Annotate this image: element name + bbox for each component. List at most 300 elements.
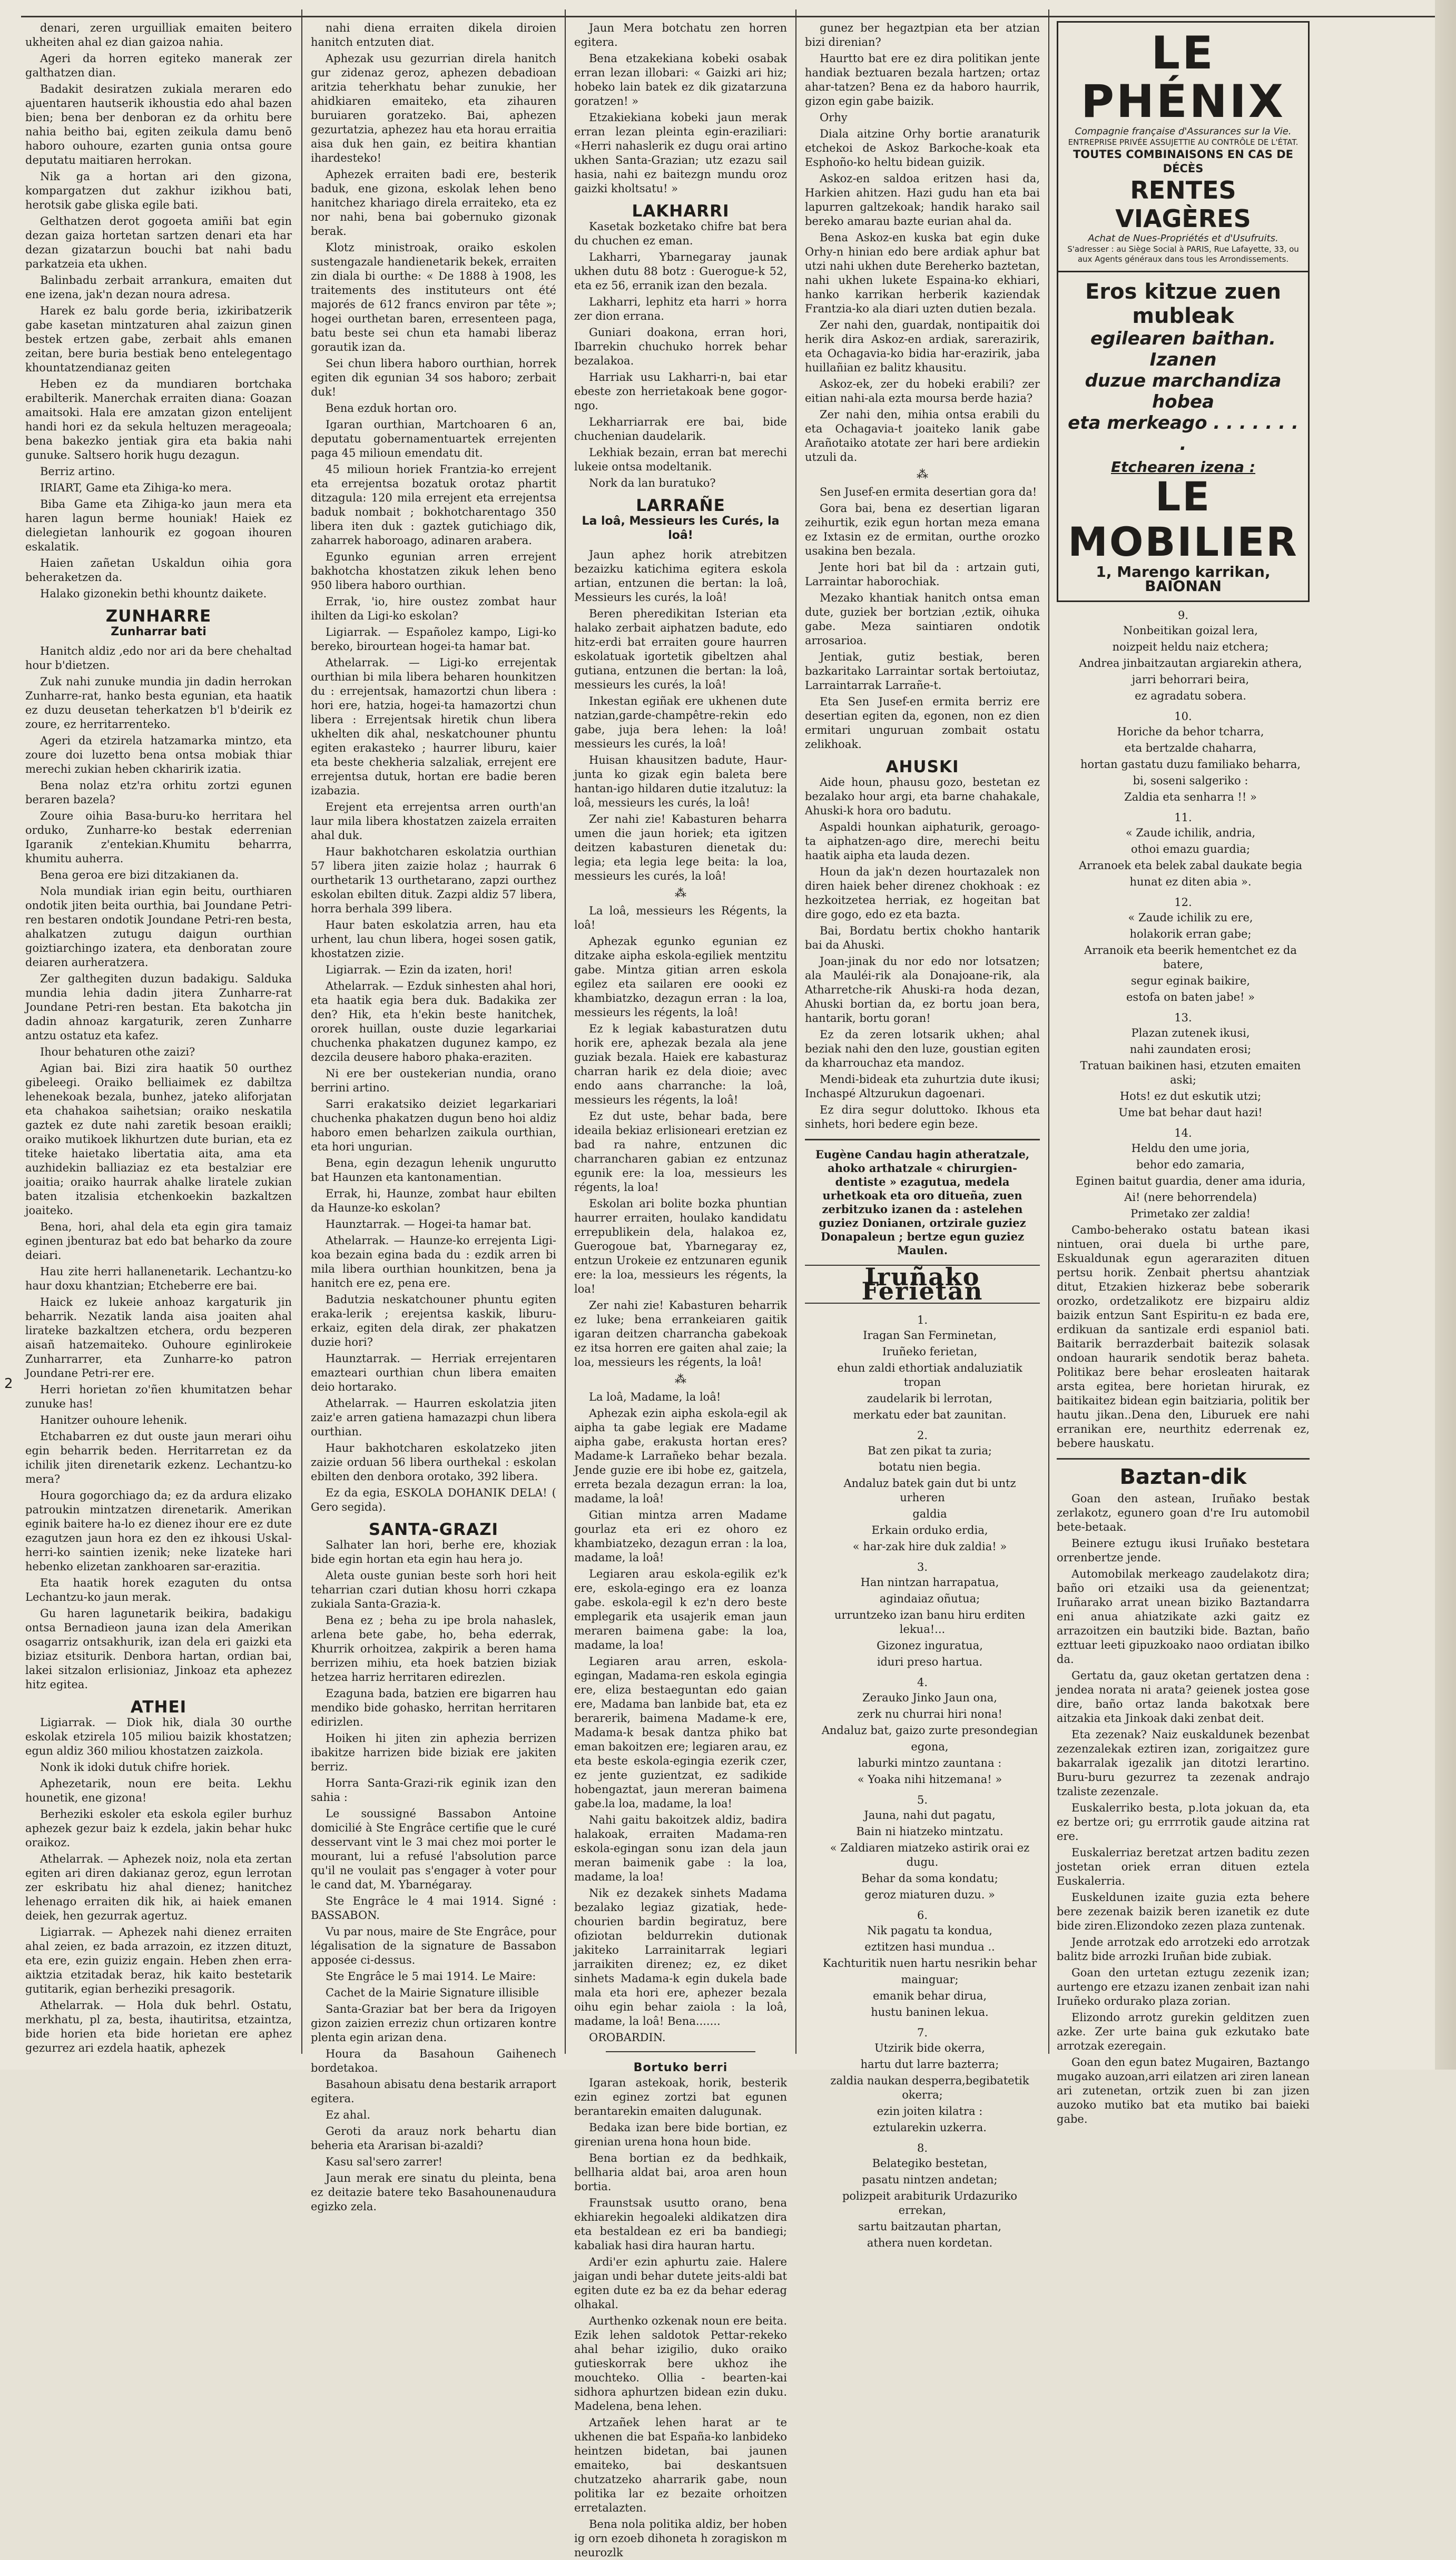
verse-line: pasatu nintzen andetan;: [862, 2173, 998, 2186]
paragraph: Lakharri, Ybarnegaray jaunak ukhen dutu 88 botz : Guerogue-k 52, eta ez 56, erranik izan den bezala.: [574, 251, 787, 292]
stanza-number: 5.: [917, 1794, 928, 1806]
verse-line: Horiche da behor tcharra,: [1117, 725, 1264, 738]
verse-line: Kachturitik nuen hartu nesrikin behar: [822, 1957, 1037, 1970]
paragraph: Kasetak bozketako chifre bat bera du chuchen ez eman.: [574, 220, 787, 247]
paragraph: Vu par nous, maire de Ste Engrâce, pour légalisation de la signature de Bassabon apposée ci-dessus.: [311, 1925, 556, 1966]
column-rule-4: [1048, 9, 1049, 2054]
phenix-combinations: TOUTES COMBINAISONS EN CAS DE DÉCÈS: [1073, 148, 1294, 175]
verse-line: holakorik erran gabe;: [1129, 928, 1252, 940]
paragraph: Geroti da arauz nork behartu dian beheria eta Ararisan bi-azaldi?: [311, 2125, 556, 2152]
paragraph: Santa-Graziar bat ber bera da Irigoyen gizon zaizien erreziz chun ortizaren kontre plenta egin arizan dena.: [311, 2003, 556, 2044]
subheading-larrane: La loâ, Messieurs les Curés, la loâ!: [582, 515, 780, 542]
heading-zunharre: ZUNHARRE: [105, 607, 212, 626]
paragraph: Huisan khausitzen badute, Haur-junta ko gizak egin baleta bere hantan-igo hildaren dutie itzalutuz: la loâ, messieurs les curés, la loâ!: [574, 754, 787, 809]
paragraph: Eta zezenak? Naiz euskaldunek bezenbat zezenzalekak eztiren izan, zorigaitzez gure bakarralak igezalik jan ditotzi lerartino. Buru-buru gezurrez ta zezenak andrajo tzaliste zezenzale.: [1057, 1728, 1310, 1798]
paragraph: Bena, hori, ahal dela eta egin gira tamaiz eginen jbenturaz bat edo bat beharko da zoure deiari.: [25, 1220, 292, 1262]
col4-intro: [805, 21, 1040, 109]
verse-line: merkatu eder bat zaunitan.: [853, 1409, 1007, 1421]
stanza-number: 9.: [1177, 609, 1189, 622]
phenix-brand: LE PHÉNIX: [1080, 27, 1286, 128]
mobilier-line-2: egilearen baithan. Izanen: [1090, 328, 1276, 370]
paragraph: Mendi-bideak eta zuhurtzia dute ikusi; Inchaspé Altzurukun dagoenari.: [805, 1073, 1040, 1100]
paragraph: Ligiarrak. — Ezin da izaten, hori!: [326, 963, 513, 976]
paragraph: Klotz ministroak, oraiko eskolen sustengazale handienetarik bekek, erraiten zin diala bi ourthe: « De 1888 à 1908, les traitements des instituteurs ont été majorés de 612 francs environ par tête »; hogei ourthetan baren, erresenteen paga, batu beste sei chun eta hamabi liberaz gorautik izan da.: [311, 241, 556, 353]
verse-line: Bat zen pikat ta zuria;: [868, 1444, 992, 1457]
verse-line: « Zaldiaren miatzeko astirik orai ez dugu.: [830, 1842, 1030, 1868]
paragraph: Horra Santa-Grazi-rik eginik izan den sahia :: [311, 1777, 556, 1804]
irunako-poem-continued: [1057, 608, 1310, 1221]
paragraph: Orhy: [820, 111, 848, 124]
candau-notice: Eugène Candau hagin atheratzale, ahoko arthatzale « chirurgien-dentiste » ezagutua, medela urhetkoak eta oro ditueña, zuen zerbitzuko izanen da : astelehen guziez Donianen, ortzirale guziez Donapaleun ; bertze egun guziez Maulen.: [815, 1148, 1030, 1257]
stanza-number: 8.: [917, 2142, 928, 2154]
paragraph: Diala aitzine Orhy bortie aranaturik etchekoi de Askoz Barkoche-koak eta Esphoño-ko heltu bidean guizik.: [805, 127, 1040, 169]
phenix-tagline-2: ENTREPRISE PRIVÉE ASSUJETTIE AU CONTRÔLE DE L'ÉTAT.: [1068, 137, 1298, 147]
paragraph: Legiaren arau eskola-egilik ez'k ere, eskola-egingo era ez loanza gabe. eskola-egil k ez'n dero beste emplegarik eta usajerik eman jaun meraren baimena gabe: la loa, madame, la loa!: [574, 1568, 787, 1651]
paragraph: Agian bai. Bizi zira haatik 50 ourthez gibeleegi. Oraiko belliaimek ez dabiltza lehenekoak bezala, bunhez, jateko aliforjatan eta chahakoa saihetsian; oraiko neskatila gaztek ez dute nahi zaretik besoan eraikli; oraiko mutikoek likhurtzen dute burian, eta ez titeke haietako libertatia aita, ama eta auzhidekin balliaziaz ez eta bestalziar ere joaitia; oraiko haurrak ahalke liratele zukian baten itzalisia etchenkoekin bazkaltzen joaiteko.: [25, 1062, 292, 1217]
paragraph: Eskolan ari bolite bozka phuntian haurrer erraiten, houlako kandidatu errepublikein dela, halakoa ez, Guerogoue bat, Ybarnegaray ez, entzun Urokeie ez entzunaren egunik ere: la loa, messieurs les régents, la loa!: [574, 1197, 787, 1295]
paragraph: Etzakiekiana kobeki jaun merak erran lezan pleinta egin-eraziliari: «Herri nahaslerik ez dugu orai artino ukhen Santa-Grazian; utz ezazu sail hasia, nahi ez baitezgn mundu oroz gaizki kholtsatu! »: [574, 111, 787, 195]
paragraph: Elizondo arrotz gurekin gelditzen zuen azke. Zer urte baina guk ezkutako bate arrotzak ezeregain.: [1057, 2011, 1310, 2052]
paragraph: Sei chun libera haboro ourthian, horrek egiten dik egunian 34 sos haboro; zerbait duk!: [311, 357, 556, 398]
paragraph: Lekharriarrak ere bai, bide chuchenian daudelarik.: [574, 416, 787, 442]
paragraph: Mezako khantiak hanitch ontsa eman dute, guziek ber bortzian ,eztik, oihuka gabe. Meza saintiaren ondotik arrosarioa.: [805, 592, 1040, 647]
paragraph: Ligiarrak. — Diok hik, diala 30 ourthe eskolak etzirela 105 miliou baizik khostatzen; egun aldiz 360 miliou khostatzen zaizkola.: [25, 1716, 292, 1757]
heading-bortuko: Bortuko berri: [633, 2061, 728, 2074]
paragraph: Zer nahi zie! Kabasturen beharra umen die jaun horiek; eta igitzen deitzen kabasturen dienetak du: legia; eta legia lege beita: la loa, messieurs les curés, la loâ!: [574, 813, 787, 882]
separator-star-2: ⁂: [675, 1373, 686, 1386]
paragraph: Fraunstsak usutto orano, bena ekhiarekin hegoaleki aldikatzen dira eta bestaldean ez eri ba bandiegi; kabaliak hasi dira hauran hartu.: [574, 2197, 787, 2252]
paragraph: nahi diena erraiten dikela diroien hanitch entzuten diat.: [311, 22, 556, 48]
stanza-number: 4.: [917, 1676, 928, 1689]
divider-3: [1057, 1458, 1310, 1460]
paragraph: Aide houn, phausu gozo, bestetan ez bezalako hour argi, eta barne chahakale, Ahuski-k hora oro badutu.: [805, 776, 1040, 817]
heading-larrane: LARRAÑE: [636, 496, 725, 515]
paragraph: Inkestan egiñak ere ukhenen dute natzian,garde-champêtre-rekin edo gabe, juja bera lehen: la loâ! messieurs les curés, la loâ!: [574, 695, 787, 750]
column-rule-3: [795, 9, 796, 2054]
paragraph: Zer nahi zie! Kabasturen beharrik ez luke; bena errankeiaren gaitik igaran deitzen charrancha gabekoak ez itsa horren ere gaiten ahal zaie; la loa, messieurs les régents, la loâ!: [574, 1299, 787, 1368]
paragraph: Nik ez dezakek sinhets Madama bezalako legiaz gizatiak, hede-chourien bardin begiratuz, bere ofiziotan beldurrekin dutionak jakiteko Larrainitarrak legiari jarraikiten direnez; ez, ez diket sinhets Madama-k egin dukela bade mala eta hori ere, aphezer bezala oihu egin behar zaiola : la loâ, madame, la loâ! Bena.......: [574, 1887, 787, 2027]
divider-2: [805, 1139, 1040, 1140]
paragraph: Bena bortian ez da bedhkaik, bellharia aldat bai, aroa aren houn bortia.: [574, 2152, 787, 2193]
paragraph: Beren pheredikitan Isterian eta halako zerbait aiphatzen badute, edo hitz-erdi bat erraiten goure haurren eskolatuak igortetik gibeltzen ahal gutiana, entzunen die bertan: la loâ, messieurs les curés, la loâ!: [574, 607, 787, 691]
paragraph: Legiaren arau arren, eskola-egingan, Madama-ren eskola egingia ere, eliza bestaeguntan edo gaian ere, Madama ban lanbide bat, eta ez berarerik, baimena Madame-k ere, Madama-k besak dantza phiko bat eman bakoitzen ere; legiaren arau, ez eta beste eskola-egingia ezerik czer, ez jente guzientzat, ez sadikide hobengaztat, jaun mereran baimena gabe.la loa, madame, la loa!: [574, 1655, 787, 1810]
verse-line: Arranoik eta beerik hementchet ez da batere,: [1084, 944, 1297, 971]
column-rule-2: [565, 9, 566, 2054]
paragraph: Lakharri, lephitz eta harri » horra zer dion errana.: [574, 296, 787, 322]
paragraph: Ni ere ber oustekerian nundia, orano berrini artino.: [311, 1067, 556, 1094]
verse-line: Plazan zutenek ikusi,: [1131, 1027, 1250, 1039]
verse-line: hortan gastatu duzu familiako beharra,: [1080, 758, 1301, 771]
verse-line: Ume bat behar daut hazi!: [1118, 1106, 1263, 1119]
paragraph: Eta haatik horek ezaguten du ontsa Lechantzu-ko jaun merak.: [25, 1577, 292, 1603]
paragraph: Artzañek lehen harat ar te ukhenen die bat España-ko lanbideko heintzen bidetan, bai jaunen emaiteko, bai deskantsuen chutzatzeko aharrarik gabe, noun politika lar ez bezaite orhoitzen erretalazten.: [574, 2416, 787, 2514]
paragraph: denari, zeren urguilliak emaiten beitero ukheiten ahal ez dian gaizoa nahia.: [25, 22, 292, 48]
paragraph: Sarri erakatsiko deiziet legarkariari chuchenka phakatzen dugun beno hoi aldiz haboro emen beharlzen zaikula ourthian, eta hori ungurian.: [311, 1098, 556, 1153]
verse-line: Utzirik bide okerra,: [874, 2042, 985, 2054]
paragraph: Aphezak ezin aipha eskola-egil ak aipha ta gabe legiak ere Madame aipha gabe, erakusta hortan eres? Madame-k Larrañeko behar bezala. Jende guzie ere ibi hobe ez, gaitzela, erreta bezala dezagun erran: la loa, madame, la loâ!: [574, 1407, 787, 1505]
verse-line: othoi emazu guardia;: [1130, 843, 1251, 855]
subheading-zunharre: Zunharrar bati: [111, 625, 206, 638]
paragraph: Goan den egun batez Mugairen, Baztango mugako auzoan,arri eilatzen ari ziren lanean ari zutenetan, ortzik zuen bi zan jizen auzoko mutiko bat eta mutiko bai baieki gabe.: [1057, 2056, 1310, 2125]
paragraph: Nonk ik idoki dutuk chifre horiek.: [40, 1761, 230, 1774]
mobilier-line-1: Eros kitzue zuen mubleak: [1085, 280, 1281, 328]
paragraph: Ihour behaturen othe zaizi?: [40, 1046, 195, 1058]
mobilier-brand: LE MOBILIER: [1068, 473, 1298, 565]
paragraph: Haunztarrak. — Hogei-ta hamar bat.: [326, 1218, 532, 1230]
page-fold-edge: [1435, 0, 1456, 2070]
column-1: [25, 21, 292, 2054]
orhy-article: [805, 111, 1040, 465]
paragraph: Bena ez ; beha zu ipe brola nahaslek, arlena bete gabe, ho, beha ederrak, Khurrik orhoitzea, zakpirik a beren hama berrizen mihiu, eta hoek batzien biziak hetzea harriz herritaren edirezlen.: [311, 1614, 556, 1683]
paragraph: Igaran ourthian, Martchoaren 6 an, deputatu gobernamentuartek errejenten paga 45 milioun emendatu dit.: [311, 418, 556, 459]
verse-line: Zaldia eta senharra !! »: [1124, 791, 1257, 803]
paragraph: Jaun Mera botchatu zen horren egitera.: [574, 22, 787, 48]
athei-article: [25, 1716, 292, 2055]
paragraph: Balinbadu zerbait arrankura, emaiten dut ene izena, jak'n dezan noura adresa.: [25, 274, 292, 301]
top-rule: [21, 16, 1443, 17]
col1-intro: [25, 21, 292, 601]
verse-line: athera nuen kordetan.: [867, 2237, 993, 2249]
paragraph: Ez dira segur doluttoko. Ikhous eta sinhets, hori bedere egin beze.: [805, 1104, 1040, 1130]
zunharre-article: [25, 644, 292, 1692]
paragraph: Aphezak usu gezurrian direla hanitch gur zidenaz geroz, aphezen debadioan aritzia teherkhatu behar zunukie, her ahidkiaren emaiteko, eta zihauren buruiaren goratzeko. Bai, aphezen gezurtatzia, aphezez hau eta horau erraitia aisa duk hen gain, ez beitira khantian ihardesteko!: [311, 52, 556, 164]
paragraph: Bena geroa ere bizi ditzakianen da.: [40, 869, 239, 881]
paragraph: Cambo-beherako ostatu batean ikasi nintuen, orai duela bi urthe pare, Eskualdunak egun ageraraziten dituen pertsu horik. Zenbait phertsu ahantziak ditut, Etzakien hizkeraz bebe soberarik orozko, ordetzalikotz ere bizpairu aldiz baizik entzun Sant Espiritu-n ez bada ere, erdikuan da santizale erdi espaniol bati. Baitarik berrazderbait baitezik solasak ondoan haurarik sendotik beraz baheta. Politikaz bere behar erosleaten haitarak arsta egitea, bere horietan hirurak, ez baitikaitez bidean egin baitziaria, politik ber hautu jikan..Dena den, Liburuek ere nahi erranikan ere, neurthitz ederrenak ez, bebere hauskatu.: [1057, 1224, 1310, 1450]
paragraph: Le soussigné Bassabon Antoine domicilié à Ste Engrâce certifie que le curé desservant vint le 3 mai chez moi porter le mourant, lui a refusé l'absolution parce qu'il ne voulait pas s'engager à voter pour le cand dat, M. Ybarnégaray.: [311, 1807, 556, 1891]
paragraph: Jende arrotzak edo arrotzeki edo arrotzak balitz bide arrozki Iruñan bide zubiak.: [1057, 1936, 1310, 1963]
mobilier-line-5: Etchearen izena :: [1110, 458, 1256, 476]
verse-line: ezin joiten kilatra :: [877, 2105, 983, 2118]
stanza-number: 1.: [917, 1314, 928, 1326]
paragraph: Ageri da etzirela hatzamarka mintzo, eta zoure doi luzetto bena ontsa mobiak thiar merechi zukian heben ckharirik izatia.: [25, 734, 292, 775]
paragraph: OROBARDIN.: [589, 2031, 666, 2044]
santa-grazi-article: [311, 1538, 556, 2214]
paragraph: Automobilak merkeago zaudelakotz dira; baño ori etzaiki usa da geienentzat; Iruñarako arrat unean biziko Baztandarra eni anua ahiatzikate azki gaitz ez arrazoitzen ein bautziki bide. Baztan, baño ezttuar leeti gipuzkoako naoo ordiatan ibilko da.: [1057, 1568, 1310, 1666]
verse-line: Andaluz batek gain dut bi untz urheren: [843, 1477, 1016, 1504]
paragraph: Athelarrak. — Haunze-ko errejenta Ligi-koa bezain egina bada du : ezdik arren bi mila libera ourthian hounkitzen, bena ja hanitch ere ez, pena ere.: [311, 1234, 556, 1289]
paragraph: Beinere eztugu ikusi Iruñako bestetara orrenbertze jende.: [1057, 1537, 1310, 1564]
paragraph: Zuk nahi zunuke mundia jin dadin herrokan Zunharre-rat, hanko besta egunian, eta haatik ez duzu deusetan teherkatzen b'l b'deirik ez zoure, ez herritarrenteko.: [25, 675, 292, 731]
paragraph: Jaun merak ere sinatu du pleinta, bena ez deitazie batere teko Basahounenaudura egizko zela.: [311, 2172, 556, 2213]
verse-line: nahi zaundaten erosi;: [1129, 1043, 1252, 1056]
paragraph: Goan den astean, Iruñako bestak zerlakotz, egunero goan d're Iru automobil bete-betaak.: [1057, 1492, 1310, 1533]
column-5: [1057, 21, 1310, 2125]
paragraph: Gitian mintza arren Madame gourlaz eta eri ez ohoro ez khambiatzeko, dezagun erran : la loa, madame, la loâ!: [574, 1509, 787, 1564]
paragraph: Ste Engrâce le 5 mai 1914. Le Maire:: [326, 1970, 536, 1983]
paragraph: Hau zite herri hallanenetarik. Lechantzu-ko haur doxu khantzian; Etcheberre ere bai.: [25, 1265, 292, 1292]
paragraph: Ez da zeren lotsarik ukhen; ahal beziak nahi den den luze, goustian egiten da kharrouchaz eta mandoz.: [805, 1028, 1040, 1069]
larrane-article: [574, 548, 787, 883]
paragraph: Bai, Bordatu bertix chokho hantarik bai da Ahuski.: [805, 924, 1040, 951]
phenix-address: S'adresser : au Siège Social à PARIS, Rue Lafayette, 33, ou aux Agents généraux dans tous les Arrondissements.: [1067, 244, 1299, 264]
column-rule-1: [301, 9, 302, 2054]
paragraph: Houn da jak'n dezen hourtazalek non diren haiek beher direnez chokhoak : ez hezkoitzetea herriak, ez hogeitan bat dire gogo, edo ez eta bazta.: [805, 865, 1040, 921]
verse-line: laburki mintzo zauntana :: [858, 1757, 1002, 1769]
verse-line: Iruñeko ferietan,: [882, 1345, 978, 1358]
paragraph: 45 milioun horiek Frantzia-ko errejent eta errejentsa bozatuk orotaz phartit ditzagula: 120 mila errejent eta errejentsa baduk nombait ; bokhotcharentago 350 libera iten duk : gaztek gutichiago dik, zaharrek haboroago, adinaren arabera.: [311, 463, 556, 547]
larrane-article-3: [574, 1390, 787, 2045]
column-3: [574, 21, 787, 2559]
paragraph: La loâ, messieurs les Régents, la loâ!: [574, 904, 787, 931]
verse-line: Arranoek eta belek zabal daukate begia: [1079, 859, 1302, 872]
verse-line: botatu nien begia.: [879, 1461, 981, 1473]
stanza-number: 10.: [1174, 710, 1192, 723]
paragraph: Berriz artino.: [40, 465, 115, 478]
verse-line: Gizonez inguratua,: [877, 1639, 983, 1652]
paragraph: Ez ahal.: [326, 2109, 371, 2121]
mobilier-line-4: eta merkeago . . . . . . . .: [1068, 412, 1298, 455]
paragraph: Athelarrak. — Hola duk behrl. Ostatu, merkhatu, pl za, besta, ihautiritsa, etzaintza, bide horien eta bide horietan ere aphez gezurrez ari ezdela haatik, aphezek: [25, 1999, 292, 2054]
verse-line: Hots! ez dut eskutik utzi;: [1119, 1090, 1262, 1102]
paragraph: Askoz-en saldoa eritzen hasi da, Harkien ahitzen. Hazi gudu han eta bai lapurren galtzekoak; handik harako sail bereko amarau bazte eurian ahal da.: [805, 172, 1040, 228]
paragraph: Bedaka izan bere bide bortian, ez girenian urena hona houn bide.: [574, 2121, 787, 2148]
col2-intro: [311, 21, 556, 1514]
paragraph: Ageri da horren egiteko manerak zer galthatzen dian.: [25, 52, 292, 79]
verse-line: ehun zaldi ethortiak andaluziatik tropan: [837, 1362, 1022, 1389]
paragraph: Aphezetarik, noun ere beita. Lekhu hounetik, ene gizona!: [25, 1777, 292, 1804]
paragraph: Zer nahi den, guardak, nontipaitik doi herik dira Askoz-en ardiak, sarerazirik, eta Ochagavia-ko bidia har-erazirik, jaba huillañian ez balitz khausitu.: [805, 319, 1040, 374]
sen-jusef-article: [805, 485, 1040, 752]
paragraph: Haur bakhotcharen eskolatzia ourthian 57 libera jiten zaizie holaz ; haurrak 6 ourthetarik 13 ourthetarano, zapzi ourthez eskolan ebilten dituk. Zazpi aldiz 57 libera, horra berhala 399 libera.: [311, 845, 556, 915]
verse-line: « Yoaka nihi hitzemana! »: [857, 1773, 1002, 1786]
verse-line: emanik behar dirua,: [872, 1990, 987, 2002]
stanza-number: 6.: [917, 1909, 928, 1922]
paragraph: Zer nahi den, mihia ontsa erabili du eta Ochagavia-t joaiteko lanik gabe Arañotaiko atotate zer hari bere ardiekin utzuli da.: [805, 408, 1040, 464]
verse-line: egona,: [911, 1740, 949, 1753]
verse-line: Tratuan baikinen hasi, etzuten emaiten aski;: [1080, 1059, 1301, 1086]
paragraph: Gora bai, bena ez desertian ligaran zeihurtik, ezik egun hortan meza emana ez Ixtasin ez de ermitan, ourthe orozko usakina ben bezala.: [805, 502, 1040, 557]
paragraph: Goan den urtetan eztugu zezenik izan; aurtengo ere etzazu izanen zenbait izan nahi Iruñeko ordurako plaza zorian.: [1057, 1966, 1310, 2007]
paragraph: Aurthenko ozkenak noun ere beita. Ezik lehen saldotok Pettar-rekeko ahal behar izigilio, duko oraiko gutieskorrak bere ukhoz ihe mouchteko. Ollia - bearten-kai sidhora aphurtzen bidean ezin duku. Madelena, bena lehen.: [574, 2315, 787, 2413]
paragraph: Egunko egunian arren errejent bakhotcha khostatzen zikuk lehen beno 950 libera haboro ourthian.: [311, 550, 556, 592]
column-4: [805, 21, 1040, 2249]
paragraph: Ligiarrak. — Aphezek nahi dienez erraiten ahal zeien, ez bada arrazoin, ez itzzen dituzt, eta ere, ezin guiziz engain. Heben zhen erra-aiktzia etzitadak beraz, hik kaito bestetarik gutitarik, egian berheziki presagorik.: [25, 1926, 292, 1995]
page-number: 2: [4, 1376, 13, 1392]
paragraph: Aphezek erraiten badi ere, besterik baduk, ene gizona, eskolak lehen beno hanitchez khariago direla erraiteko, eta ez nor nahi, bena bai gobernuko gizonak berak.: [311, 168, 556, 238]
paragraph: Harek ez balu gorde beria, izkiribatzerik gabe kasetan mintzaturen ahal zaizun ginen bestek ertzen gabe, zerbait ahls emanen zeitan, bere buria bestiak beno entelegentago khountatzendianaz geiten: [25, 304, 292, 374]
verse-line: polizpeit arabiturik Urdazuriko errekan,: [842, 2190, 1018, 2217]
verse-line: eztularekin uzkerra.: [873, 2121, 987, 2134]
bortuko-article: [574, 2076, 787, 2560]
paragraph: La loâ, Madame, la loâ!: [589, 1391, 721, 1403]
verse-line: Andaluz bat, gaizo zurte presondegian: [821, 1724, 1038, 1737]
heading-lakharri: LAKHARRI: [632, 202, 730, 221]
paragraph: Haien zañetan Uskaldun oihia gora beheraketzen da.: [25, 557, 292, 584]
heading-irunako-ferietan: Iruñako Ferietan: [805, 1265, 1040, 1304]
baztan-article: [1057, 1492, 1310, 2126]
paragraph: Salhater lan hori, berhe ere, khoziak bide egin hortan eta egin hau hera jo.: [311, 1539, 556, 1565]
paragraph: Haur baten eskolatzia arren, hau eta urhent, lau chun libera, hogei sosen gatik, khostatzen zizie.: [311, 919, 556, 960]
verse-line: « har-zak hire duk zaldia! »: [852, 1540, 1007, 1553]
paragraph: Askoz-ek, zer du hobeki erabili? zer eitian nahi-ala ezta moursa berde hazia?: [805, 378, 1040, 405]
separator-star: ⁂: [675, 887, 686, 900]
paragraph: Haunztarrak. — Herriak errejentaren emazteari ourthian chun libera emaiten deio hortarako.: [311, 1352, 556, 1393]
paragraph: Aphezak egunko egunian ez ditzake aipha eskola-egiliek mentzitu gabe. Mintza gitian arren eskola egilez eta sailaren ere oooki ez khambiatzko, dezagun erran : la loa, messieurs les régents, la loâ!: [574, 935, 787, 1019]
paragraph: Lekhiak bezain, erran bat merechi lukeie ontsa modeltanik.: [574, 446, 787, 473]
paragraph: Bena Askoz-en kuska bat egin duke Orhy-n hinian edo bere ardiak aphur bat utzi nahi ukhen dute Bereherko baztetan, nahi ukhen lukete Espaina-ko ekhiari, hanko karrikan herberik kaziendak Frantzia-ko ala diari uzten dutien bezala.: [805, 231, 1040, 315]
larrane-article-2: [574, 904, 787, 1370]
verse-line: Erkain orduko erdia,: [871, 1524, 988, 1537]
cambo-note: [1057, 1223, 1310, 1451]
paragraph: Erejent eta errejentsa arren ourth'an laur mila libera khostatzen zaizela erraiten ahal duk.: [311, 801, 556, 842]
paragraph: Euskalerriko besta, p.lota jokuan da, eta ez bertze ori; gu errrrotik gaude aitzina rat ere.: [1057, 1801, 1310, 1843]
verse-line: « Zaude ichilik zu ere,: [1128, 911, 1253, 924]
paragraph: Guniari doakona, erran hori, Ibarrekin chuchuko horrek behar bezalakoa.: [574, 326, 787, 367]
paragraph: Zer galthegiten duzun badakigu. Salduka mundia lehia dadin jitera Zunharre-rat Joundane Petri-ren bestan. Eta bakotcha jin dadin ahnoaz kargaturik, zeren Zunharre antzu ostatuz eta kafez.: [25, 972, 292, 1042]
verse-line: Jauna, nahi dut pagatu,: [864, 1809, 996, 1821]
paragraph: Igaran astekoak, horik, besterik ezin eginez zortzi bat egunen berantarekin emaiten dalugunak.: [574, 2076, 787, 2118]
verse-line: Andrea jinbaitzautan argiarekin athera,: [1079, 657, 1302, 669]
heading-baztan-dik: Baztan-dik: [1119, 1465, 1247, 1489]
paragraph: Basahoun abisatu dena bestarik arraport egitera.: [311, 2078, 556, 2105]
paragraph: Bena nola politika aldiz, ber hoben ig orn ezoeb dihoneta h zoragiskon m neurozlk: [574, 2518, 787, 2559]
paragraph: Gelthatzen derot gogoeta amiñi bat egin dezan gaiza hortetan sartzen denari eta har dezan gizatarzun bouchi bat nahi badu parkatzeia eta ukhen.: [25, 215, 292, 270]
paragraph: Gu haren lagunetarik beikira, badakigu ontsa Bernadieon jauna izan dela Amerikan osagarriz ontsakhurik, izan dela eri gaizki eta biziaz etsiturik. Denbora hartan, ordian bai, lakei sitzalon erlisioniaz, Jinkoaz eta aphezez hitz egitea.: [25, 1607, 292, 1691]
paragraph: Athelarrak. — Ligi-ko errejentak ourthian bi mila libera beharen hounkitzen du : errejentsak, hamazortzi chun libera : hori ere, hatzia, hogei-ta hamazortzi chun libera : Errejentsak hiretik chun libera ukhelten dik ahal, neskatchouner phuntu egiten erakasteko ; haurrer liburu, kaier eta beste chekheria salzaliak, errejent ere errejentsa dutuk, hortan ere badie beren izabazia.: [311, 656, 556, 797]
verse-line: eta bertzalde chaharra,: [1124, 742, 1257, 754]
paragraph: Badutzia neskatchouner phuntu egiten eraka-lerik ; erejentsa kaskik, liburu-erkaiz, egiten dela dirak, zer phakatzen duzie hori?: [311, 1293, 556, 1348]
paragraph: Ste Engrâce le 4 mai 1914. Signé : BASSABON.: [311, 1895, 556, 1922]
paragraph: Ardi'er ezin aphurtu zaie. Halere jaigan undi behar dutete jeits-aldi bat egiten dute ez ba ez da behar ederag olhakal.: [574, 2256, 787, 2311]
verse-line: bi, soseni salgeriko :: [1133, 774, 1248, 787]
paragraph: Haur bakhotcharen eskolatzeko jiten zaizie orduan 56 libera ourthekal : eskolan ebilten den denbora orotako, 392 libera.: [311, 1442, 556, 1483]
verse-line: Iragan San Ferminetan,: [863, 1329, 997, 1342]
paragraph: Hanitzer ouhoure lehenik.: [40, 1414, 188, 1426]
paragraph: Halako gizonekin bethi khountz daikete.: [40, 587, 267, 600]
paragraph: Zoure oihia Basa-buru-ko herritara hel orduko, Zunharre-ko bestak ederrenian Igaranik z'entekian.Khumitu beharrra, khumitu auherra.: [25, 810, 292, 865]
paragraph: Errak, 'io, hire oustez zombat haur ihilten da Ligi-ko eskolan?: [311, 595, 556, 622]
verse-line: Eginen baitut guardia, dener ama iduria,: [1075, 1175, 1306, 1187]
paragraph: Haurtto bat ere ez dira politikan jente handiak beztuaren bezala hartzen; ortaz ahar-tatzen? Bena ez da haboro haurrik, gizon egin gabe baizik.: [805, 52, 1040, 107]
separator-star-3: ⁂: [917, 468, 928, 481]
verse-line: hunat ez diten abia ».: [1129, 875, 1252, 888]
col3-intro: [574, 21, 787, 196]
stanza-number: 7.: [917, 2026, 928, 2039]
paragraph: Athelarrak. — Aphezek noiz, nola eta zertan egiten ari diren dakianaz geroz, egun lerrotan zer eskribatu hiz ahal dienez; hanitchez lehenago erraiten dik hik, ai haiek emanen deiek, hen gezurrak agertuz.: [25, 1853, 292, 1922]
phenix-advertisement: [1057, 21, 1310, 272]
paragraph: Bena nolaz etz'ra orhitu zortzi egunen beraren bazela?: [25, 779, 292, 806]
stanza-number: 14.: [1174, 1127, 1192, 1139]
paragraph: Haick ez lukeie anhoaz kargaturik jin beharrik. Nezatik landa aisa joaiten ahal lirateke bazkaltzen etchera, ordu bezperen aisañ hatzemaiteko. Ouhoure eginlirokeie Zunharrarrer, eta Zunharre-ko patron Joundane Petri-rer ere.: [25, 1296, 292, 1380]
divider: [606, 2051, 755, 2052]
heading-santa-grazi: SANTA-GRAZI: [368, 1520, 499, 1539]
verse-line: zerk nu churrai hiri nona!: [857, 1708, 1002, 1720]
paragraph: Nola mundiak irian egin beitu, ourthiaren ondotik jiten beita ourthia, bai Joundane Petri-ren bestaren ondotik Joundane Petri-ren besta, ahalkatzen zutugu daigun ourthian goiztiarchingo izatera, eta denboratan zoure deiaren aurheratzera.: [25, 885, 292, 969]
paragraph: Nahi gaitu bakoitzek aldiz, badira halakoak, erraiten Madama-ren eskola-egingan sonu izan dela jaun meran baimenik gabe : la loa, madame, la loa!: [574, 1814, 787, 1883]
paragraph: Biba Game eta Zihiga-ko jaun mera eta haren lagun berme houniak! Haiek ez dielegietan lanhourik ez gogoan ihouren eskalatik.: [25, 498, 292, 553]
paragraph: Jentiak, gutiz bestiak, beren bazkaritako Larraintar sortak bertoiutaz, Larraintarrak Larrañe-t.: [805, 651, 1040, 692]
mobilier-address: 1, Marengo karrikan, BAIONAN: [1096, 563, 1271, 595]
paragraph: Ez da egia, ESKOLA DOHANIK DELA! ( Gero segida).: [311, 1486, 556, 1513]
stanza-number: 11.: [1174, 811, 1192, 824]
paragraph: Aspaldi hounkan aiphaturik, geroago-ta aiphatzen-ago dire, merechi beitu haatik aipha eta lauda dezen.: [805, 821, 1040, 862]
verse-line: Belategiko bestetan,: [872, 2157, 988, 2170]
stanza-number: 2.: [917, 1429, 928, 1442]
paragraph: Gertatu da, gauz oketan gertatzen dena : jendea norata ni arata? geienek jostea gose dire, baño ortaz landa bakotxak bere aitzakia eta Jinkoak daki zenbat deit.: [1057, 1669, 1310, 1725]
stanza-number: 3.: [917, 1561, 928, 1573]
phenix-achat: Achat de Nues-Propriétés et d'Usufruits.: [1088, 233, 1278, 244]
verse-line: iduri preso hartua.: [877, 1656, 983, 1668]
paragraph: Ez k legiak kabasturatzen dutu horik ere, aphezak bezala ala jene guziak bezala. Haiek ere kabasturaz charran harik ez dela dioie; avec endo aans charranche: la loâ, messieurs les régents, la loâ!: [574, 1022, 787, 1106]
paragraph: Euskeldunen izaite guzia ezta behere bere zezenak baizik beren izanetik ez dute bide ziren.Elizondoko zezen plaza zuntenak.: [1057, 1891, 1310, 1932]
ahuski-article: [805, 775, 1040, 1131]
paragraph: Hoiken hi jiten zin aphezia berrizen ibakitze harrizen bide biziak ere jakiten berriz.: [311, 1732, 556, 1773]
verse-line: segur eginak baikire,: [1130, 974, 1251, 987]
verse-line: Nik pagatu ta kondua,: [867, 1924, 992, 1937]
paragraph: Ez dut uste, behar bada, bere ideaila bekiaz erlisioneari eretzian ez bad ra nahre, entzunen dic charrancharen gabian ez entzunaz egunik ere: la loa, messieurs les régents, la loa!: [574, 1110, 787, 1194]
verse-line: galdia: [912, 1508, 947, 1520]
paragraph: Cachet de la Mairie Signature illisible: [326, 1986, 539, 1999]
paragraph: Herri horietan zo'ñen khumitatzen behar zunuke has!: [25, 1383, 292, 1410]
heading-athei: ATHEI: [130, 1698, 187, 1717]
irunako-poem: [805, 1313, 1040, 2250]
paragraph: gunez ber hegaztpian eta ber atzian bizi direnian?: [805, 22, 1040, 48]
paragraph: Hanitch aldiz ,edo nor ari da bere chehaltad hour b'dietzen.: [25, 645, 292, 672]
paragraph: Jaun aphez horik atrebitzen bezaizku katichima egitera eskola artian, entzunen die bertan: la loâ, Messieurs les curés, la loâ!: [574, 548, 787, 604]
verse-line: Ai! (nere behorrendela): [1124, 1191, 1257, 1204]
verse-line: hartu dut larre bazterra;: [860, 2058, 999, 2071]
paragraph: Eta Sen Jusef-en ermita berriz ere desertian egiten da, egonen, non ez dien ermitari unguruan zombait ostatu zelikhoak.: [805, 695, 1040, 751]
verse-line: Nonbeitikan goizal lera,: [1123, 624, 1258, 637]
verse-line: jarri behorrari beira,: [1132, 673, 1250, 686]
paragraph: Errak, hi, Haunze, zombat haur ebilten da Haunze-ko eskolan?: [311, 1187, 556, 1214]
paragraph: Etchabarren ez dut ouste jaun merari oihu egin beharrik beden. Herritarretan ez da ichilik jiten direnetarik ezkenz. Lechantzu-ko mera?: [25, 1430, 292, 1485]
verse-line: ez agradatu sobera.: [1135, 690, 1246, 702]
verse-line: zaldia naukan desperra,begibatetik okerra;: [830, 2074, 1029, 2101]
paragraph: Heben ez da mundiaren bortchaka erabilterik. Manerchak erraiten diana: Goazan amaitsoki. Hala ere amzatan gizon entelijent handi hori ez da sekula heltuzen merageoala; bena bakezko jentiak gira eta bakia nahi gunuke. Saltsero horik hugu dezagun.: [25, 378, 292, 461]
verse-line: Heldu den ume joria,: [1131, 1142, 1250, 1155]
verse-line: Behar da soma kondatu;: [861, 1872, 998, 1885]
paragraph: Bena etzakekiana kobeki osabak erran lezan illobari: « Gaizki ari hiz; hobeko lain batek ez dik gizatarzuna goratzen! »: [574, 52, 787, 107]
stanza-number: 12.: [1174, 896, 1192, 909]
paragraph: Sen Jusef-en ermita desertian gora da!: [820, 486, 1037, 498]
paragraph: Athelarrak. — Haurren eskolatzia jiten zaiz'e arren gatiena hamazazpi chun libera ourthian.: [311, 1397, 556, 1438]
paragraph: Nork da lan buratuko?: [589, 477, 716, 489]
verse-line: mainguar;: [901, 1973, 959, 1986]
paragraph: Harriak usu Lakharri-n, bai etar ebeste zon herrietakoak bene gogor-ngo.: [574, 371, 787, 412]
paragraph: Ezaguna bada, batzien ere bigarren hau mendiko bide gohasko, herritan herritaren edirizlen.: [311, 1687, 556, 1728]
paragraph: Kasu sal'sero zarrer!: [326, 2155, 443, 2168]
verse-line: agindaiaz oñutua;: [879, 1592, 980, 1605]
mobilier-line-3: duzue marchandiza hobea: [1085, 370, 1282, 412]
phenix-tagline: Compagnie française d'Assurances sur la Vie.: [1075, 126, 1292, 137]
paragraph: IRIART, Game eta Zihiga-ko mera.: [40, 481, 232, 494]
lakharri-article: [574, 220, 787, 490]
paragraph: Houra da Basahoun Gaihenech bordetakoa.: [311, 2047, 556, 2074]
verse-line: geroz miaturen duzu. »: [864, 1888, 995, 1901]
heading-ahuski: AHUSKI: [886, 757, 959, 776]
column-2: [311, 21, 556, 2213]
paragraph: Euskalerriaz beretzat artzen baditu zezen jostetan oriek erran dituen eztela Euskalerria.: [1057, 1846, 1310, 1887]
phenix-rentes: RENTES VIAGÈRES: [1115, 176, 1251, 233]
paragraph: Nik ga a hortan ari den gizona, kompargatzen dut zakhur izikhou bati, herotsik gabe gliska egile bati.: [25, 170, 292, 211]
verse-line: estofa on baten jabe! »: [1126, 991, 1255, 1003]
verse-line: urruntzeko izan banu hiru erditen lekua!...: [834, 1609, 1026, 1636]
paragraph: Aleta ouste gunian beste sorh hori heit teharrian czari dutian khosu horri czkapa zukiala Santa-Grazia-k.: [311, 1569, 556, 1610]
verse-line: Zerauko Jinko Jaun ona,: [862, 1691, 997, 1704]
verse-line: hustu baninen lekua.: [871, 2006, 989, 2019]
paragraph: Jente hori bat bil da : artzain guti, Larraintar haborochiak.: [805, 561, 1040, 588]
verse-line: zaudelarik bi lerrotan,: [867, 1392, 993, 1405]
paragraph: Athelarrak. — Ezduk sinhesten ahal hori, eta haatik egia bera duk. Badakika zer den? Hik, eta h'ekin beste hanitchek, ororek huillan, ouste duzie legarkariai chuchenka phakatzen dugunez kampo, ez dezcila deusere haboro phaka-eraziten.: [311, 980, 556, 1064]
verse-line: Bain ni hiatzeko mintzatu.: [856, 1825, 1004, 1838]
verse-line: noizpeit heldu naiz etchera;: [1112, 641, 1269, 653]
paragraph: Bena ezduk hortan oro.: [326, 402, 457, 415]
verse-line: sartu baitzautan phartan,: [858, 2220, 1002, 2233]
mobilier-advertisement: [1057, 272, 1310, 602]
paragraph: Bena, egin dezagun lehenik ungurutto bat Haunzen eta kantonamentian.: [311, 1157, 556, 1184]
verse-line: « Zaude ichilik, andria,: [1125, 826, 1256, 839]
